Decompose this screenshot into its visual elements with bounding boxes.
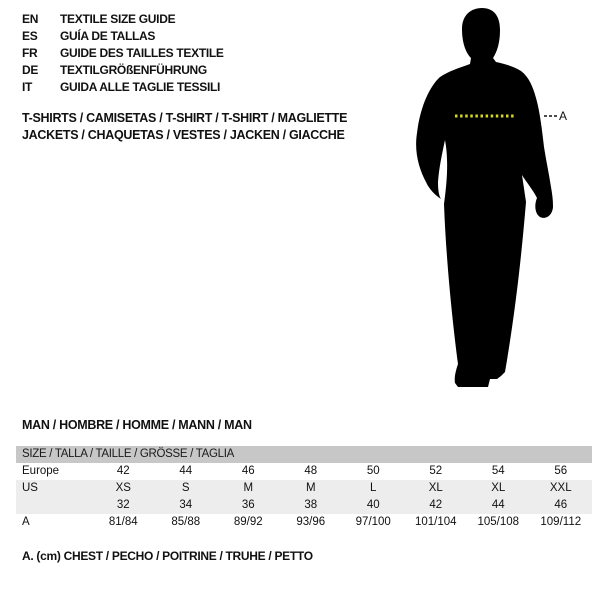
language-label: TEXTILGRÖßENFÜHRUNG [60, 63, 207, 77]
language-item [22, 11, 224, 28]
language-label: TEXTILE SIZE GUIDE [60, 12, 176, 26]
language-code: FR [22, 46, 38, 60]
size-cell: 54 [491, 465, 505, 477]
language-code: IT [22, 80, 33, 94]
man-silhouette [416, 8, 553, 387]
size-table-row [16, 497, 592, 514]
size-row-label: US [22, 482, 38, 494]
size-cell: 109/112 [540, 516, 582, 528]
size-cell: 89/92 [233, 516, 263, 528]
size-cell: 32 [116, 499, 130, 511]
language-item [22, 45, 224, 62]
size-cell: 44 [491, 499, 505, 511]
language-code: DE [22, 63, 39, 77]
size-row-label [16, 497, 92, 514]
size-cell: 93/96 [296, 516, 326, 528]
section-heading-man: MAN / HOMBRE / HOMME / MANN / MAN [22, 418, 252, 432]
man-silhouette-figure [408, 6, 560, 388]
size-cell: 81/84 [108, 516, 138, 528]
size-cell: 85/88 [171, 516, 201, 528]
language-label: GUIDA ALLE TAGLIE TESSILI [60, 80, 221, 94]
size-cell: 48 [304, 465, 318, 477]
size-cell: 46 [241, 465, 255, 477]
measure-label-a: A [559, 109, 568, 123]
size-cell: 46 [554, 499, 568, 511]
language-item [22, 62, 224, 79]
size-cell: 52 [429, 465, 443, 477]
size-cell: L [370, 482, 377, 494]
language-label: GUIDE DES TAILLES TEXTILE [60, 46, 224, 60]
category-line-tshirts: T-SHIRTS / CAMISETAS / T-SHIRT / T-SHIRT / MAGLIETTE [22, 111, 348, 125]
language-item [22, 28, 224, 45]
size-table-header: SIZE / TALLA / TAILLE / GRÖSSE / TAGLIA [16, 446, 592, 463]
size-cell: 38 [304, 499, 318, 511]
size-cell: 34 [179, 499, 193, 511]
language-code: ES [22, 29, 38, 43]
size-cell: S [181, 482, 190, 494]
size-cell: 36 [241, 499, 255, 511]
size-cell: XL [428, 482, 443, 494]
language-list [22, 11, 224, 96]
language-label: GUÍA DE TALLAS [60, 29, 156, 43]
size-cell: 42 [429, 499, 443, 511]
size-cell: 42 [116, 465, 130, 477]
language-item [22, 79, 224, 96]
size-table-row [16, 463, 592, 480]
size-cell: 50 [366, 465, 380, 477]
size-cell: 97/100 [355, 516, 391, 528]
size-cell: 105/108 [477, 516, 520, 528]
size-cell: 40 [366, 499, 380, 511]
size-table-body [16, 463, 592, 531]
category-lines [22, 110, 347, 144]
measure-footnote: A. (cm) CHEST / PECHO / POITRINE / TRUHE / PETTO [22, 549, 313, 563]
size-cell: XL [491, 482, 506, 494]
size-cell: 101/104 [414, 516, 457, 528]
size-row-label: A [22, 516, 30, 528]
size-table-row [16, 480, 592, 497]
size-table [16, 446, 592, 531]
size-cell: XS [115, 482, 131, 494]
size-table-row [16, 514, 592, 531]
size-cell: XXL [549, 482, 572, 494]
language-code: EN [22, 12, 39, 26]
size-cell: M [305, 482, 316, 494]
category-line-jackets: JACKETS / CHAQUETAS / VESTES / JACKEN / GIACCHE [22, 128, 345, 142]
size-cell: M [243, 482, 254, 494]
size-cell: 56 [554, 465, 568, 477]
size-cell: 44 [179, 465, 193, 477]
size-row-label: Europe [22, 465, 60, 477]
